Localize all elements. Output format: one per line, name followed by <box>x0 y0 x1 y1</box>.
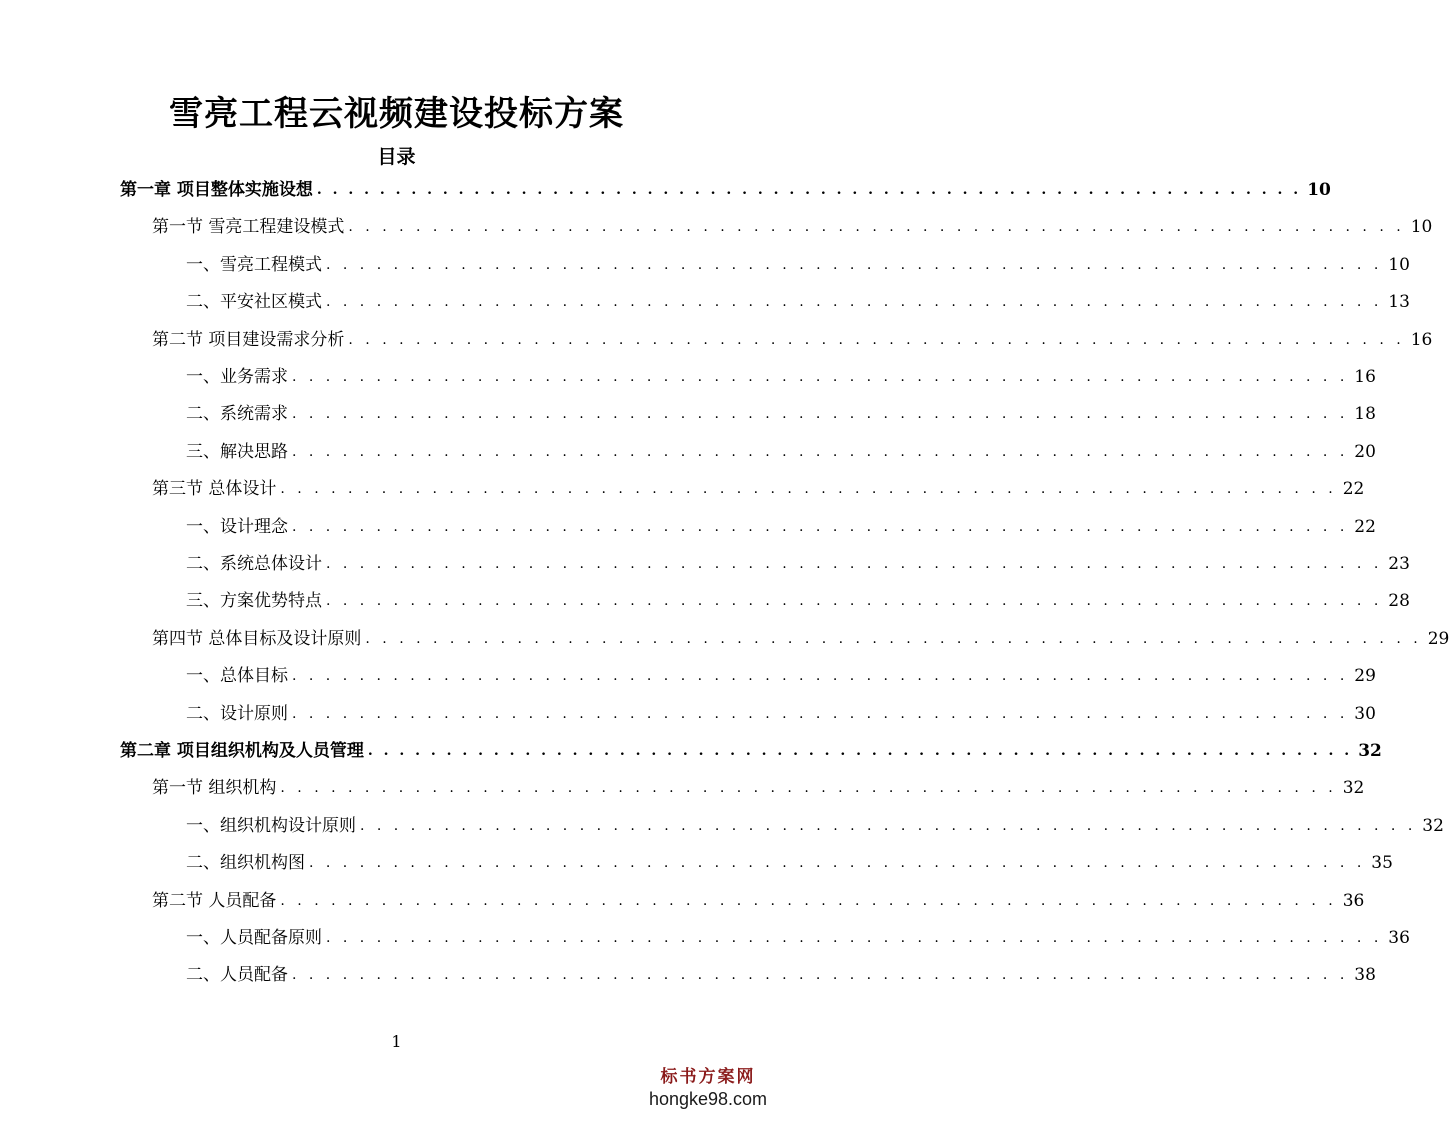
toc-dot-leader: . . . . . . . . . . . . . . . . . . . . . . . . . . . . . . . . . . . . . . . . . . . . . . . . . . . . . . . . . . . . . . . <box>280 892 1337 909</box>
toc-dot-leader: . . . . . . . . . . . . . . . . . . . . . . . . . . . . . . . . . . . . . . . . . . . . . . . . . . . . . . . . . . . . . . . <box>365 630 1422 647</box>
toc-entry[interactable] <box>186 512 1376 542</box>
toc-entry-label: 二、人员配备 <box>186 965 288 986</box>
toc-entry-label: 第一章 项目整体实施设想 <box>120 180 313 200</box>
toc-entry-label: 三、方案优势特点 <box>186 591 322 612</box>
toc-entry-page: 13 <box>1388 292 1410 313</box>
toc-entry-label: 一、人员配备原则 <box>186 928 322 948</box>
toc-entry-page: 32 <box>1358 741 1382 761</box>
toc-entry[interactable] <box>186 362 1376 392</box>
toc-entry-page: 36 <box>1388 928 1410 948</box>
toc-entry-page: 10 <box>1410 217 1433 238</box>
toc-entry-label: 二、设计原则 <box>186 703 288 724</box>
toc-entry-page: 38 <box>1354 965 1376 986</box>
toc-entry[interactable] <box>186 399 1376 429</box>
toc-entry-page: 20 <box>1354 441 1376 462</box>
document-title: 雪亮工程云视频建设投标方案 <box>169 94 624 134</box>
watermark-url-text: hongke98.com <box>648 1089 768 1109</box>
toc-entry[interactable] <box>152 325 1433 355</box>
toc-entry-page: 30 <box>1354 703 1376 724</box>
toc-entry-page: 28 <box>1388 591 1410 612</box>
toc-dot-leader: . . . . . . . . . . . . . . . . . . . . . . . . . . . . . . . . . . . . . . . . . . . . . . . . . . . . . . . . . . . . . . . <box>292 967 1349 984</box>
toc-entry[interactable] <box>152 212 1433 242</box>
toc-dot-leader: . . . . . . . . . . . . . . . . . . . . . . . . . . . . . . . . . . . . . . . . . . . . . . . . . . . . . . . . . . . . . . . <box>292 705 1349 722</box>
toc-dot-leader: . . . . . . . . . . . . . . . . . . . . . . . . . . . . . . . . . . . . . . . . . . . . . . . . . . . . . . . . . . . . . . . <box>326 930 1383 946</box>
toc-dot-leader: . . . . . . . . . . . . . . . . . . . . . . . . . . . . . . . . . . . . . . . . . . . . . . . . . . . . . . . . . . . . . . . <box>326 256 1383 273</box>
toc-entry[interactable] <box>186 250 1410 280</box>
toc-entry-label: 二、系统需求 <box>186 404 288 425</box>
toc-entry-page: 32 <box>1422 815 1444 836</box>
toc-entry[interactable] <box>186 848 1393 878</box>
toc-entry-page: 16 <box>1354 367 1376 387</box>
toc-dot-leader: . . . . . . . . . . . . . . . . . . . . . . . . . . . . . . . . . . . . . . . . . . . . . . . . . . . . . . . . . . . . . . . <box>292 369 1349 385</box>
toc-entry[interactable] <box>186 437 1376 467</box>
toc-entry-label: 二、平安社区模式 <box>186 292 322 313</box>
toc-entry[interactable] <box>120 175 1331 205</box>
toc-dot-leader: . . . . . . . . . . . . . . . . . . . . . . . . . . . . . . . . . . . . . . . . . . . . . . . . . . . . . . . . . . . . . . . <box>292 406 1349 423</box>
toc-entry[interactable] <box>186 287 1410 317</box>
site-watermark <box>633 1066 783 1110</box>
toc-entry[interactable] <box>186 811 1444 841</box>
toc-entry-page: 10 <box>1388 254 1410 275</box>
watermark-cn-text: 标书方案网 <box>660 1067 756 1087</box>
toc-entry[interactable] <box>186 699 1376 729</box>
toc-entry-label: 一、业务需求 <box>186 367 288 387</box>
toc-entry-label: 第二节 人员配备 <box>152 890 277 911</box>
toc-entry-page: 29 <box>1354 666 1376 687</box>
toc-dot-leader: . . . . . . . . . . . . . . . . . . . . . . . . . . . . . . . . . . . . . . . . . . . . . . . . . . . . . . . . . . . . . . . <box>326 294 1383 311</box>
toc-dot-leader: . . . . . . . . . . . . . . . . . . . . . . . . . . . . . . . . . . . . . . . . . . . . . . . . . . . . . . . . . . . . . . . <box>292 518 1349 535</box>
toc-dot-leader: . . . . . . . . . . . . . . . . . . . . . . . . . . . . . . . . . . . . . . . . . . . . . . . . . . . . . . . . . . . . . . . <box>280 481 1337 498</box>
toc-entry[interactable] <box>186 586 1410 616</box>
toc-entry[interactable] <box>186 923 1410 953</box>
toc-entry[interactable] <box>152 474 1365 504</box>
toc-entry-page: 35 <box>1371 853 1393 874</box>
toc-entry-label: 三、解决思路 <box>186 441 288 462</box>
toc-entry-label: 第一节 组织机构 <box>152 778 277 799</box>
toc-entry-page: 29 <box>1427 628 1449 649</box>
toc-entry-page: 32 <box>1342 778 1365 799</box>
toc-dot-leader: . . . . . . . . . . . . . . . . . . . . . . . . . . . . . . . . . . . . . . . . . . . . . . . . . . . . . . . . . . . . . . . <box>348 331 1405 348</box>
toc-dot-leader: . . . . . . . . . . . . . . . . . . . . . . . . . . . . . . . . . . . . . . . . . . . . . . . . . . . . . . . . . . . . . . . <box>280 780 1337 797</box>
toc-entry[interactable] <box>120 736 1382 766</box>
toc-entry-page: 10 <box>1307 180 1331 200</box>
toc-entry-label: 二、组织机构图 <box>186 853 305 874</box>
toc-dot-leader: . . . . . . . . . . . . . . . . . . . . . . . . . . . . . . . . . . . . . . . . . . . . . . . . . . . . . . . . . . . . . . . <box>348 219 1405 236</box>
toc-entry[interactable] <box>152 886 1365 916</box>
toc-entry-label: 一、组织机构设计原则 <box>186 815 356 836</box>
toc-entry-label: 一、总体目标 <box>186 666 288 687</box>
toc-entry[interactable] <box>186 960 1376 990</box>
toc-dot-leader: . . . . . . . . . . . . . . . . . . . . . . . . . . . . . . . . . . . . . . . . . . . . . . . . . . . . . . . . . . . . . . . <box>292 668 1349 685</box>
toc-entry-label: 一、雪亮工程模式 <box>186 254 322 275</box>
toc-dot-leader: . . . . . . . . . . . . . . . . . . . . . . . . . . . . . . . . . . . . . . . . . . . . . . . . . . . . . . . . . . . . . . . <box>367 743 1353 759</box>
toc-dot-leader: . . . . . . . . . . . . . . . . . . . . . . . . . . . . . . . . . . . . . . . . . . . . . . . . . . . . . . . . . . . . . . . <box>326 593 1383 610</box>
toc-entry-label: 第一节 雪亮工程建设模式 <box>152 217 345 238</box>
toc-dot-leader: . . . . . . . . . . . . . . . . . . . . . . . . . . . . . . . . . . . . . . . . . . . . . . . . . . . . . . . . . . . . . . . <box>309 855 1366 872</box>
toc-entry-page: 23 <box>1388 554 1410 574</box>
toc-entry-page: 22 <box>1354 516 1376 537</box>
toc-entry[interactable] <box>152 773 1365 803</box>
toc-entry-label: 二、系统总体设计 <box>186 554 322 574</box>
toc-dot-leader: . . . . . . . . . . . . . . . . . . . . . . . . . . . . . . . . . . . . . . . . . . . . . . . . . . . . . . . . . . . . . . . <box>360 817 1417 834</box>
toc-entry-page: 36 <box>1342 890 1365 911</box>
toc-entry-label: 第四节 总体目标及设计原则 <box>152 628 362 649</box>
toc-entry-page: 22 <box>1342 479 1365 500</box>
toc-entry[interactable] <box>186 549 1410 579</box>
toc-dot-leader: . . . . . . . . . . . . . . . . . . . . . . . . . . . . . . . . . . . . . . . . . . . . . . . . . . . . . . . . . . . . . . . <box>316 182 1302 198</box>
toc-entry[interactable] <box>186 661 1376 691</box>
toc-entry-label: 第二章 项目组织机构及人员管理 <box>120 741 364 761</box>
toc-dot-leader: . . . . . . . . . . . . . . . . . . . . . . . . . . . . . . . . . . . . . . . . . . . . . . . . . . . . . . . . . . . . . . . <box>326 556 1383 572</box>
page-number: 1 <box>391 1032 402 1051</box>
toc-entry[interactable] <box>152 624 1449 654</box>
toc-dot-leader: . . . . . . . . . . . . . . . . . . . . . . . . . . . . . . . . . . . . . . . . . . . . . . . . . . . . . . . . . . . . . . . <box>292 443 1349 460</box>
toc-heading: 目录 <box>377 146 416 168</box>
toc-entry-label: 第二节 项目建设需求分析 <box>152 329 345 350</box>
toc-entry-page: 18 <box>1354 404 1376 425</box>
toc-entry-label: 一、设计理念 <box>186 516 288 537</box>
toc-entry-page: 16 <box>1410 329 1433 350</box>
toc-entry-label: 第三节 总体设计 <box>152 479 277 500</box>
